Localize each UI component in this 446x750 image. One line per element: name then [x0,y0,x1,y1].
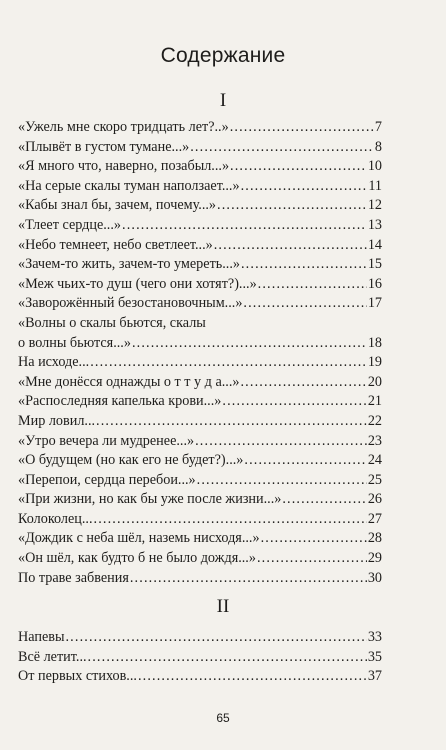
dot-leader [65,628,366,648]
toc-entry[interactable] [18,432,382,452]
dot-leader [230,118,374,138]
toc-entry-page: 26 [367,491,382,508]
toc-entry[interactable] [18,255,382,275]
dot-leader [94,510,367,530]
toc-entry-title: По траве забвения [18,569,129,586]
toc-entry[interactable] [18,529,382,549]
toc-entry-title: «Ужель мне скоро тридцать лет?..» [18,119,229,135]
toc-entry-page: 16 [367,275,382,292]
toc-entry-page: 27 [367,510,382,527]
page-title: Содержание [160,44,286,67]
dot-leader [230,157,367,177]
toc-entry-page: 24 [367,452,382,469]
dot-leader [244,451,366,471]
toc-entry-page: 7 [374,119,382,135]
toc-entry[interactable] [18,373,382,393]
dot-leader [197,471,367,491]
toc-entry[interactable] [18,667,382,687]
toc-entry-title: «Перепои, сердца перебои...» [18,471,196,488]
dot-leader [240,373,366,393]
toc-entry-title: От первых стихов... [18,668,137,685]
toc-entry[interactable] [18,392,382,412]
toc-entry-page: 35 [367,648,382,665]
toc-list-section-1 [18,118,382,588]
toc-entry[interactable] [18,490,382,510]
toc-entry-page: 25 [367,471,382,488]
toc-entry-title: Колоколец... [18,510,93,527]
toc-entry-title: Всё летит... [18,648,87,665]
toc-entry-page: 17 [367,295,382,312]
toc-entry[interactable] [18,628,382,648]
section-numeral-1: I [219,90,227,111]
toc-entry-title: «Он шёл, как будто б не было дождя...» [18,550,256,567]
dot-leader [130,569,367,589]
toc-entry-title: «Меж чьих-то душ (чего они хотят?)...» [18,275,257,292]
toc-entry-page: 8 [374,138,382,155]
dot-leader [243,294,366,314]
toc-entry-title-line: «Волны о скалы бьются, скалы [18,314,206,331]
toc-entry-title: «Дождик с неба шёл, наземь нисходя...» [18,530,260,547]
toc-entry-page: 13 [367,216,382,233]
dot-leader [132,334,367,354]
toc-entry[interactable] [18,412,382,432]
dot-leader [217,196,367,216]
toc-entry-title: «На серые скалы туман наползает...» [18,177,240,194]
toc-entry-title: «Распоследняя капелька крови...» [18,393,222,410]
toc-entry-title: На исходе... [18,354,90,371]
toc-entry[interactable] [18,216,382,236]
toc-entry[interactable] [18,314,382,353]
dot-leader [261,529,367,549]
dot-leader [90,353,367,373]
toc-list-section-2 [18,628,382,687]
toc-entry-page: 11 [368,177,382,194]
dot-leader [257,549,367,569]
dot-leader [96,412,367,432]
toc-entry-title: Мир ловил... [18,412,96,429]
toc-entry-page: 33 [367,629,382,645]
toc-entry[interactable] [18,549,382,569]
toc-entry-page: 18 [367,334,382,351]
toc-entry-page: 19 [367,354,382,371]
toc-entry[interactable] [18,471,382,491]
toc-entry[interactable] [18,196,382,216]
toc-entry[interactable] [18,236,382,256]
toc-entry-title: «Тлеет сердце...» [18,216,121,233]
toc-entry-page: 23 [367,432,382,449]
toc-entry-title: «Небо темнеет, небо светлеет...» [18,236,213,253]
toc-entry[interactable] [18,451,382,471]
toc-entry-page: 22 [367,412,382,429]
toc-entry[interactable] [18,157,382,177]
toc-entry-page: 12 [367,197,382,214]
toc-entry-page: 14 [367,236,382,253]
toc-entry-title: Напевы [18,629,65,645]
dot-leader [214,236,367,256]
toc-entry-title: «Утро вечера ли мудренее...» [18,432,195,449]
toc-entry-title: «Я много что, наверно, позабыл...» [18,158,230,175]
toc-entry[interactable] [18,353,382,373]
toc-entry-row [18,334,382,354]
dot-leader [122,216,367,236]
toc-entry[interactable] [18,275,382,295]
toc-entry-title: о волны бьются...» [18,334,131,351]
dot-leader [258,275,367,295]
toc-entry-title: «О будущем (но как его не будет?)...» [18,452,244,469]
dot-leader [88,648,367,668]
dot-leader [241,255,367,275]
toc-entry[interactable] [18,648,382,668]
toc-entry-title: «Мне донёсся однажды о т т у д а...» [18,373,240,390]
toc-entry-page: 15 [367,256,382,273]
toc-entry-title: «Плывёт в густом тумане...» [18,138,190,155]
dot-leader [222,392,366,412]
toc-entry-title: «Заворожённый безостановочным...» [18,295,243,312]
dot-leader [282,490,366,510]
toc-entry-title: «Кабы знал бы, зачем, почему...» [18,197,217,214]
toc-entry-page: 37 [367,668,382,685]
dot-leader [195,432,367,452]
toc-entry[interactable] [18,138,382,158]
dot-leader [138,667,367,687]
toc-entry-title: «Зачем-то жить, зачем-то умереть...» [18,256,240,273]
toc-entry-page: 28 [367,530,382,547]
page-number: 65 [216,711,230,725]
toc-entry[interactable] [18,569,382,589]
toc-entry-page: 10 [367,158,382,175]
toc-entry[interactable] [18,118,382,138]
toc-entry-page: 30 [367,569,382,586]
dot-leader [241,177,368,197]
toc-entry-page: 29 [367,550,382,567]
toc-entry[interactable] [18,177,382,197]
section-numeral-2: II [216,596,230,617]
dot-leader [190,138,374,158]
toc-entry-page: 20 [367,373,382,390]
toc-entry-title: «При жизни, но как бы уже после жизни...» [18,491,282,508]
toc-entry[interactable] [18,294,382,314]
toc-entry-page: 21 [367,393,382,410]
toc-entry[interactable] [18,510,382,530]
